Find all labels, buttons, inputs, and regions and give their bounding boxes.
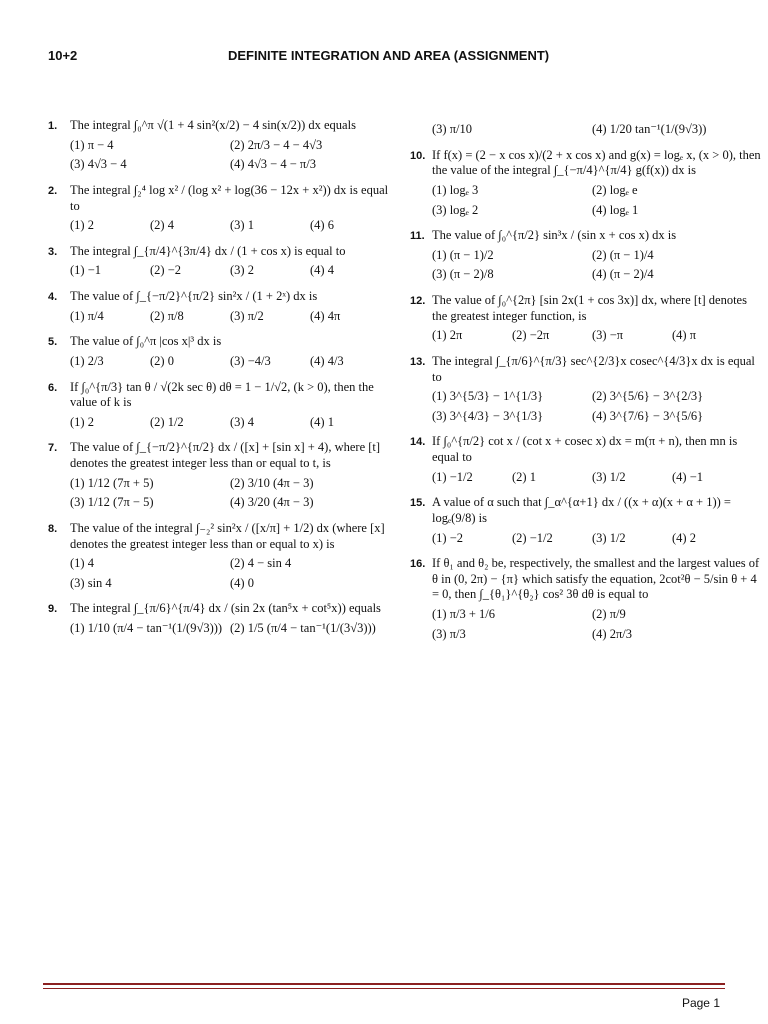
question bbox=[48, 182, 400, 238]
answer-option: (2) 1 bbox=[512, 469, 536, 484]
answer-option: (1) 2/3 bbox=[70, 353, 104, 368]
options-list bbox=[70, 621, 400, 641]
question bbox=[410, 353, 762, 429]
options-list bbox=[432, 248, 762, 287]
answer-option: (2) 3/10 (4π − 3) bbox=[230, 475, 314, 490]
answer-option: (3) 3^{4/3} − 3^{1/3} bbox=[432, 408, 544, 423]
question-text: The integral ∫_{π/6}^{π/4} dx / (sin 2x (tan⁵x + cot⁵x)) equals bbox=[70, 601, 381, 616]
answer-option: (3) −4/3 bbox=[230, 353, 271, 368]
options-list bbox=[70, 218, 400, 238]
answer-option: (4) 4√3 − 4 − π/3 bbox=[230, 157, 316, 172]
question-text: The value of ∫_{−π/2}^{π/2} dx / ([x] + [sin x] + 4), where [t] denotes the greatest integer less than or equal to t, is bbox=[70, 440, 381, 470]
question bbox=[48, 379, 400, 435]
answer-option: (2) π/9 bbox=[592, 607, 626, 621]
answer-option: (2) 3^{5/6} − 3^{2/3} bbox=[592, 389, 704, 404]
answer-option: (1) (π − 1)/2 bbox=[432, 247, 494, 262]
options-list bbox=[432, 122, 762, 142]
answer-option: (3) π/2 bbox=[230, 308, 264, 323]
question bbox=[48, 243, 400, 283]
question-text: If f(x) = (2 − x cos x)/(2 + x cos x) and g(x) = logₑ x, (x > 0), then the value of the integral ∫_{−π/4}^{π/4} g(f(x)) dx is bbox=[432, 147, 761, 178]
options-list bbox=[432, 531, 762, 551]
answer-option: (2) 2π/3 − 4 − 4√3 bbox=[230, 137, 323, 152]
question-number: 10. bbox=[410, 149, 426, 162]
question bbox=[410, 147, 762, 223]
answer-option: (1) 2 bbox=[70, 218, 94, 233]
question bbox=[432, 122, 762, 142]
answer-option: (3) 1/12 (7π − 5) bbox=[70, 495, 154, 510]
answer-option: (3) 2 bbox=[230, 263, 254, 278]
answer-option: (3) 1/2 bbox=[592, 530, 626, 545]
question-number: 15. bbox=[410, 497, 426, 510]
answer-option: (4) 4 bbox=[310, 263, 334, 278]
answer-option: (2) −2π bbox=[512, 328, 550, 343]
answer-option: (1) 1/12 (7π + 5) bbox=[70, 475, 154, 490]
question-text: If ∫₀^{π/2} cot x / (cot x + cosec x) dx = m(π + n), then mn is equal to bbox=[432, 434, 738, 464]
question-text: The integral ∫_{π/4}^{3π/4} dx / (1 + cos x) is equal to bbox=[70, 243, 346, 258]
answer-option: (2) π/8 bbox=[150, 308, 184, 323]
question bbox=[410, 495, 762, 550]
answer-option: (3) 1 bbox=[230, 218, 254, 233]
answer-option: (4) 4/3 bbox=[310, 353, 344, 368]
options-list bbox=[70, 309, 400, 329]
answer-option: (2) 0 bbox=[150, 353, 174, 368]
answer-option: (4) 2 bbox=[672, 530, 696, 545]
right-column bbox=[410, 118, 762, 652]
answer-option: (1) 4 bbox=[70, 556, 94, 571]
question-text: If θ₁ and θ₂ be, respectively, the smallest and the largest values of θ in (0, 2π) − {π} which satisfy the equation, 2cot²θ − 5/sin θ + 4 = 0, then ∫_{θ₁}^{θ₂} cos² 3θ dθ is equal to bbox=[432, 556, 760, 602]
question-text: The value of ∫_{−π/2}^{π/2} sin²x / (1 + 2ˣ) dx is bbox=[70, 289, 318, 303]
question-number: 3. bbox=[48, 245, 58, 258]
question bbox=[48, 601, 400, 640]
answer-option: (1) 3^{5/3} − 1^{1/3} bbox=[432, 389, 544, 404]
answer-option: (4) 0 bbox=[230, 575, 254, 590]
left-column bbox=[48, 118, 400, 647]
answer-option: (1) π − 4 bbox=[70, 137, 114, 152]
answer-option: (1) 1/10 (π/4 − tan⁻¹(1/(9√3))) bbox=[70, 621, 223, 635]
answer-option: (4) 2π/3 bbox=[592, 626, 632, 641]
answer-option: (2) logₑ e bbox=[592, 182, 638, 197]
options-list bbox=[432, 328, 762, 348]
options-list bbox=[70, 556, 400, 595]
answer-option: (2) 4 bbox=[150, 218, 174, 233]
question-number: 6. bbox=[48, 381, 58, 394]
question-number: 13. bbox=[410, 355, 426, 368]
question-text: The integral ∫_{π/6}^{π/3} sec^{2/3}x cosec^{4/3}x dx is equal to bbox=[432, 353, 755, 384]
question-number: 1. bbox=[48, 120, 58, 132]
answer-option: (1) π/3 + 1/6 bbox=[432, 607, 496, 621]
question bbox=[48, 334, 400, 373]
answer-option: (1) 2 bbox=[70, 414, 94, 429]
answer-option: (3) 1/2 bbox=[592, 469, 626, 484]
question-number: 2. bbox=[48, 184, 58, 197]
answer-option: (4) 3^{7/6} − 3^{5/6} bbox=[592, 408, 704, 423]
question-number: 12. bbox=[410, 295, 426, 307]
answer-option: (2) 4 − sin 4 bbox=[230, 556, 292, 571]
question bbox=[48, 289, 400, 328]
options-list bbox=[70, 415, 400, 435]
question bbox=[48, 118, 400, 177]
question-number: 14. bbox=[410, 436, 426, 449]
answer-option: (3) 4 bbox=[230, 414, 254, 429]
options-list bbox=[70, 476, 400, 515]
question-text: A value of α such that ∫_α^{α+1} dx / ((x + α)(x + α + 1)) = logₑ(9/8) is bbox=[432, 495, 731, 525]
answer-option: (4) (π − 2)/4 bbox=[592, 267, 654, 282]
question-text: The value of ∫₀^{2π} [sin 2x(1 + cos 3x)] dx, where [t] denotes the greatest integer function, is bbox=[432, 293, 747, 323]
answer-option: (2) 1/2 bbox=[150, 414, 184, 429]
answer-option: (4) −1 bbox=[672, 469, 703, 484]
page-title: DEFINITE INTEGRATION AND AREA (ASSIGNMENT) bbox=[228, 48, 550, 63]
answer-option: (4) 1 bbox=[310, 414, 334, 429]
question bbox=[48, 440, 400, 515]
page-number: Page 1 bbox=[681, 996, 720, 1010]
answer-option: (4) π bbox=[672, 328, 697, 343]
question-text: The value of ∫₀^{π/2} sin³x / (sin x + cos x) dx is bbox=[432, 228, 677, 243]
answer-option: (3) logₑ 2 bbox=[432, 202, 479, 217]
answer-option: (4) 4π bbox=[310, 308, 341, 323]
answer-option: (4) 3/20 (4π − 3) bbox=[230, 495, 314, 510]
question bbox=[410, 293, 762, 348]
answer-option: (2) −1/2 bbox=[512, 530, 553, 545]
answer-option: (1) −1 bbox=[70, 263, 101, 278]
question bbox=[410, 434, 762, 489]
question-text: The integral ∫₀^π √(1 + 4 sin²(x/2) − 4 sin(x/2)) dx equals bbox=[70, 118, 356, 132]
options-list bbox=[432, 470, 762, 490]
question bbox=[48, 520, 400, 596]
answer-option: (1) −1/2 bbox=[432, 469, 473, 484]
options-list bbox=[432, 607, 762, 646]
question-number: 7. bbox=[48, 442, 58, 455]
answer-option: (3) 4√3 − 4 bbox=[70, 157, 127, 172]
answer-option: (3) sin 4 bbox=[70, 575, 112, 590]
answer-option: (1) π/4 bbox=[70, 308, 104, 323]
grade-label: 10+2 bbox=[48, 48, 78, 63]
answer-option: (4) 6 bbox=[310, 218, 334, 233]
question-number: 9. bbox=[48, 603, 58, 616]
answer-option: (1) 2π bbox=[432, 328, 463, 343]
footer-rule bbox=[43, 983, 725, 985]
answer-option: (3) −π bbox=[592, 328, 624, 343]
question-text: The value of ∫₀^π |cos x|³ dx is bbox=[70, 334, 222, 349]
question-number: 8. bbox=[48, 522, 58, 535]
answer-option: (4) 1/20 tan⁻¹(1/(9√3)) bbox=[592, 122, 707, 136]
answer-option: (3) (π − 2)/8 bbox=[432, 267, 494, 282]
question-number: 4. bbox=[48, 291, 58, 303]
options-list bbox=[70, 354, 400, 374]
answer-option: (3) π/10 bbox=[432, 122, 472, 136]
question bbox=[410, 228, 762, 287]
options-list bbox=[70, 263, 400, 283]
answer-option: (4) logₑ 1 bbox=[592, 202, 639, 217]
question-number: 16. bbox=[410, 558, 426, 571]
question-text: If ∫₀^{π/3} tan θ / √(2k sec θ) dθ = 1 − 1/√2, (k > 0), then the value of k is bbox=[70, 379, 374, 410]
options-list bbox=[432, 183, 762, 222]
answer-option: (2) −2 bbox=[150, 263, 181, 278]
question-text: The value of the integral ∫₋₂² sin²x / ([x/π] + 1/2) dx (where [x] denotes the greatest integer less than or equal to x) is bbox=[70, 520, 385, 551]
footer-rule-thin bbox=[43, 988, 725, 989]
answer-option: (3) π/3 bbox=[432, 626, 466, 641]
options-list bbox=[432, 389, 762, 428]
answer-option: (2) 1/5 (π/4 − tan⁻¹(1/(3√3))) bbox=[230, 621, 376, 635]
question-text: The integral ∫₂⁴ log x² / (log x² + log(36 − 12x + x²)) dx is equal to bbox=[70, 182, 389, 213]
answer-option: (2) (π − 1)/4 bbox=[592, 247, 654, 262]
question-number: 11. bbox=[410, 230, 425, 243]
options-list bbox=[70, 138, 400, 177]
question bbox=[410, 556, 762, 646]
question-number: 5. bbox=[48, 336, 58, 349]
answer-option: (1) −2 bbox=[432, 530, 463, 545]
answer-option: (1) logₑ 3 bbox=[432, 182, 479, 197]
